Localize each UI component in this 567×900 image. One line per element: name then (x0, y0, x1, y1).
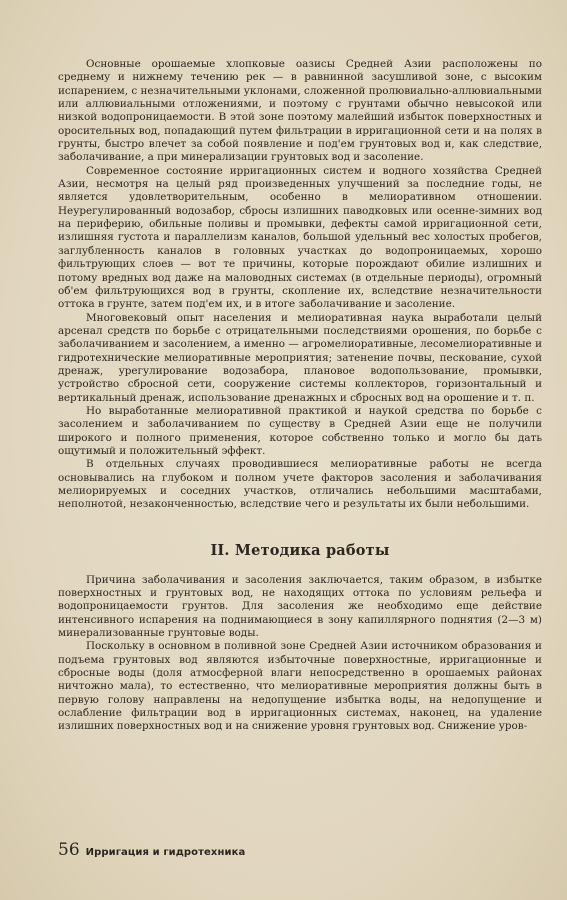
section-paragraph-2: Поскольку в основном в поливной зоне Средней Азии источником образования и подъема грунтовых вод являются избыточные поверхностные, ирригационные и сбросные воды (доля атмосферной влаги непосредственно в орошаемых районах ничтожно мала), то естественно, что мелиоративные мероприятия должны быть в первую голову направлены на недопущение избытка воды, на недопущение и ослабление фильтрации вод в ирригационных системах, наконец, на удаление излишних поверхностных вод и на снижение уровня грунтовых вод. Снижение уров- (58, 640, 542, 733)
paragraph-4: Но выработанные мелиоративной практикой и наукой средства по борьбе с засолением и заболачиванием по существу в Средней Азии еще не получили широкого и полного применения, которое собственно только и могло бы дать ощутимый и положительный эффект. (58, 404, 542, 457)
section-paragraph-1: Причина заболачивания и засоления заключается, таким образом, в избытке поверхностных и грунтовых вод, не находящих оттока по условиям рельефа и водопроницаемости грунтов. Для засоления же необходимо еще действие интенсивного испарения на поднимающиеся в зону капиллярного поднятия (2—3 м) минерализованные грунтовые воды. (58, 573, 542, 640)
paragraph-5: В отдельных случаях проводившиеся мелиоративные работы не всегда основывались на глубоком и полном учете факторов засоления и заболачивания мелиорируемых и соседних участков, отличались небольшими масштабами, неполнотой, незаконченностью, вследствие чего и результаты их были небольшими. (58, 458, 542, 511)
paragraph-3: Многовековый опыт населения и мелиоративная наука выработали целый арсенал средств по борьбе с отрицательными последствиями орошения, по борьбе с заболачиванием и засолением, а именно — агромелиоративные, лесомелиоративные и гидротехнические мелиоративные мероприятия; затенение почвы, пескование, сухой дренаж, урегулирование водозабора, плановое водопользование, промывки, устройство сбросной сети, сооружение системы коллекторов, горизонтальный и вертикальный дренаж, использование дренажных и сбросных вод на орошение и т. п. (58, 311, 542, 404)
paragraph-1: Основные орошаемые хлопковые оазисы Средней Азии расположены по среднему и нижнему течению рек — в равнинной засушливой зоне, с высоким испарением, с незначительными уклонами, сложенной пролювиально-аллювиальными или аллювиальными отложениями, и поэтому с грунтами обычно невысокой или низкой водопроницаемости. В этой зоне поэтому малейший избыток поверхностных и оросительных вод, попадающий путем фильтрации в ирригационной сети и на полях в грунты, быстро влечет за собой появление и под'ем грунтовых вод и, как следствие, заболачивание, а при минерализации грунтовых вод и засоление. (58, 58, 542, 164)
journal-name: Ирригация и гидротехника (85, 847, 246, 858)
text-column (58, 58, 542, 734)
page-footer (58, 840, 245, 860)
paragraph-2: Современное состояние ирригационных систем и водного хозяйства Средней Азии, несмотря на целый ряд произведенных улучшений за последние годы, не является удовлетворительным, особенно в мелиоративном отношении. Неурегулированный водозабор, сбросы излишних паводковых или осенне-зимних вод на периферию, обильные поливы и промывки, дефекты самой ирригационной сети, излишняя густота и параллелизм каналов, большой удельный вес холостых пробегов, заглубленность каналов в головных участках до водопроницаемых, хорошо фильтрующих слоев — вот те причины, которые порождают обилие излишних и потому вредных вод даже на маловодных системах (в отдельные периоды), огромный об'ем фильтрующихся вод в грунты, скопление их, вследствие незначительности оттока в грунте, затем под'ем их, и в итоге заболачивание и засоление. (58, 164, 542, 311)
page-number: 56 (58, 840, 80, 860)
section-heading: II. Методика работы (210, 541, 390, 559)
